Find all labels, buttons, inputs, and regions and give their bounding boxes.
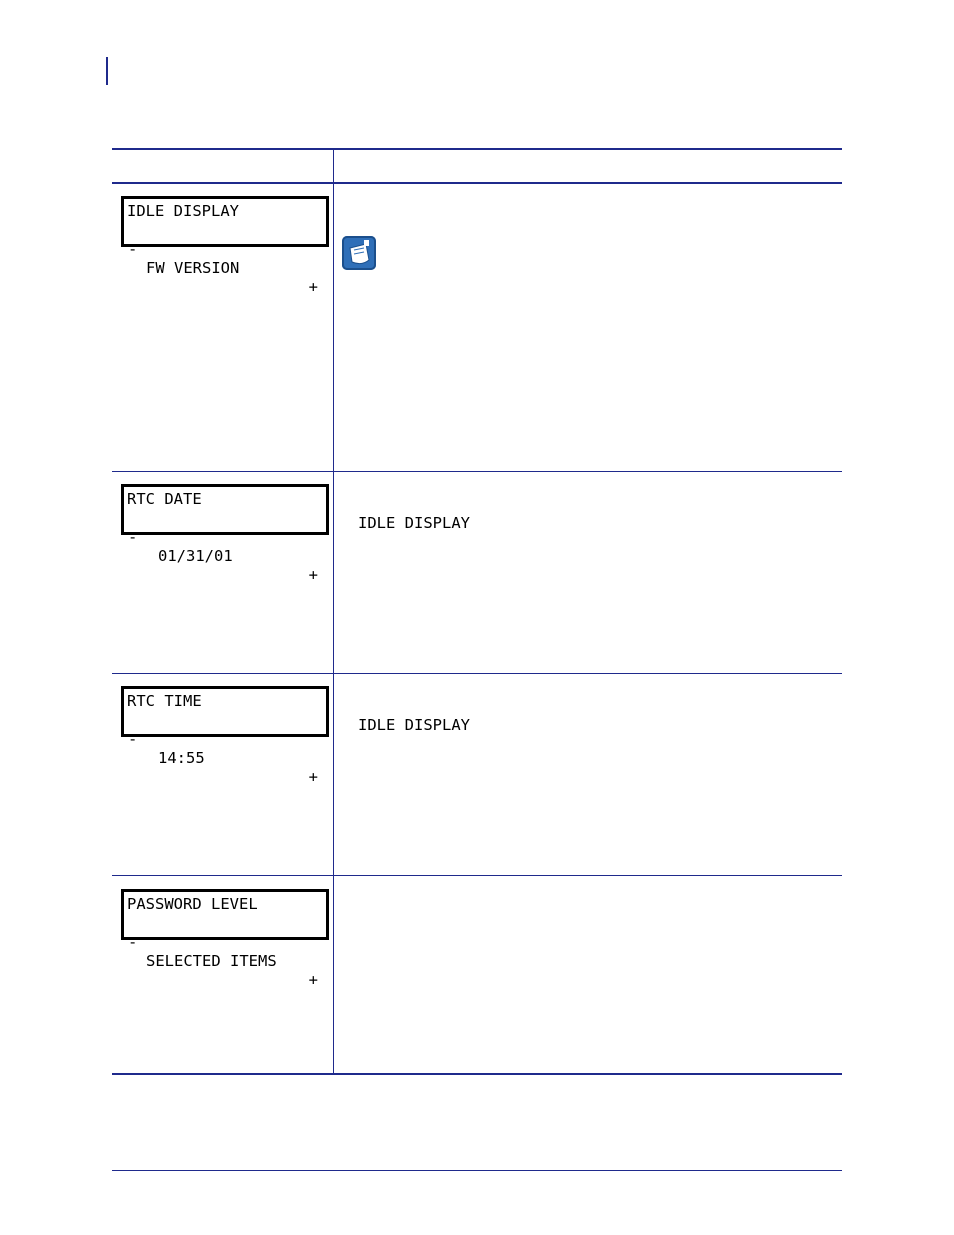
lcd-line-2	[127, 711, 326, 786]
lcd-value: FW VERSION	[146, 259, 240, 277]
lcd-line-2	[127, 914, 326, 989]
lcd-value: 01/31/01	[158, 547, 233, 565]
minus-key-label: -	[128, 730, 138, 748]
lcd-value: 14:55	[158, 749, 205, 767]
parameter-name: IDLE DISPLAY	[358, 716, 470, 734]
minus-key-label: -	[128, 528, 138, 546]
lcd-display-idle-display	[121, 196, 329, 296]
column-divider	[333, 148, 334, 1074]
minus-key-label: -	[128, 240, 138, 258]
lcd-line-2	[127, 221, 326, 296]
lcd-line-1: RTC TIME	[127, 692, 202, 710]
footer-rule	[112, 1170, 842, 1171]
margin-change-bar	[106, 57, 108, 85]
plus-key-label: +	[308, 768, 318, 786]
plus-key-label: +	[308, 566, 318, 584]
table-bottom-rule	[112, 1073, 842, 1075]
lcd-value: SELECTED ITEMS	[146, 952, 277, 970]
lcd-display-rtc-date	[121, 484, 329, 584]
lcd-display-rtc-time	[121, 686, 329, 786]
plus-key-label: +	[308, 971, 318, 989]
lcd-line-1: PASSWORD LEVEL	[127, 895, 258, 913]
note-icon	[342, 236, 376, 270]
lcd-line-1: IDLE DISPLAY	[127, 202, 239, 220]
row-divider	[112, 471, 842, 472]
row-divider	[112, 875, 842, 876]
row-divider	[112, 673, 842, 674]
lcd-line-1: RTC DATE	[127, 490, 202, 508]
table-header-rule	[112, 182, 842, 184]
plus-key-label: +	[308, 278, 318, 296]
parameter-name: IDLE DISPLAY	[358, 514, 470, 532]
lcd-line-2	[127, 509, 326, 584]
minus-key-label: -	[128, 933, 138, 951]
lcd-display-password-level	[121, 889, 329, 989]
table-top-rule	[112, 148, 842, 150]
